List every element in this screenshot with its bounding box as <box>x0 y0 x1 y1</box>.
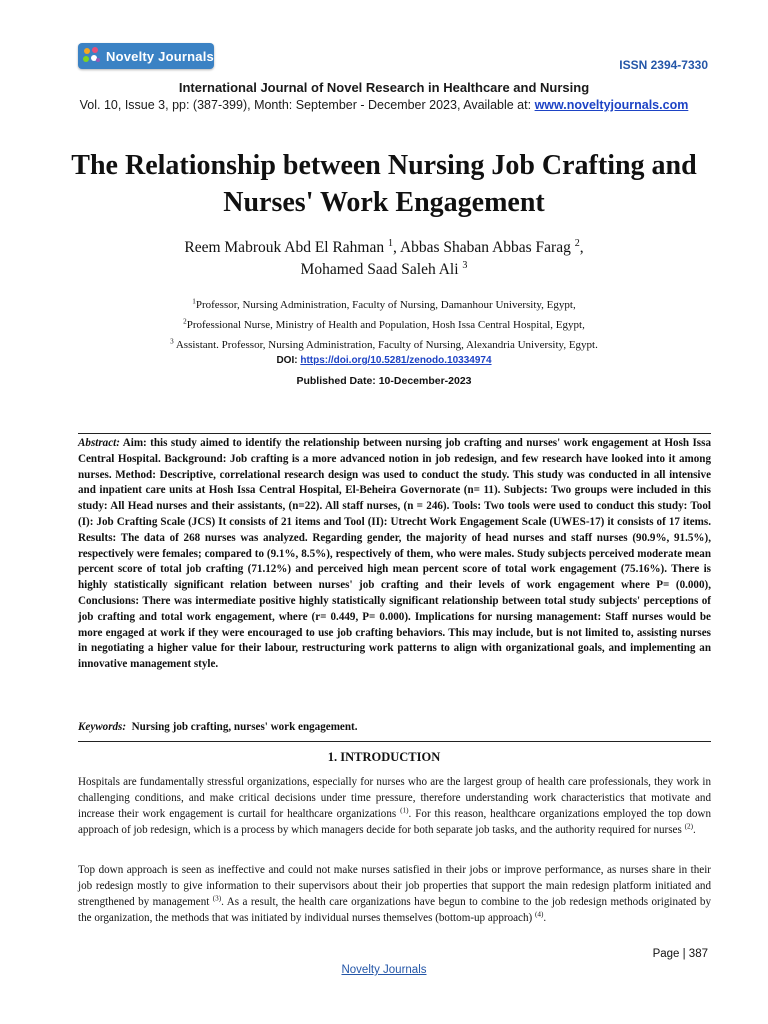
keywords-label: Keywords: <box>78 721 127 733</box>
affiliation-item <box>60 295 708 315</box>
affiliation-item <box>60 315 708 335</box>
author-affil-sup: 2 <box>574 237 580 249</box>
author-name: Abbas Shaban Abbas Farag <box>399 239 571 256</box>
volume-line <box>0 98 768 112</box>
author-name: Reem Mabrouk Abd El Rahman <box>184 239 385 256</box>
intro-paragraph-2 <box>78 862 711 926</box>
affiliation-text: Assistant. Professor, Nursing Administration, Faculty of Nursing, Alexandria University, Egypt. <box>173 339 598 351</box>
citation-ref: (1) <box>400 806 409 815</box>
paragraph-text: . <box>543 912 547 924</box>
author-affil-sup: 1 <box>388 237 394 249</box>
abstract-block <box>78 436 711 673</box>
logo-dots-icon <box>82 46 102 66</box>
author-affil-sup: 3 <box>462 259 468 271</box>
keywords-text: Nursing job crafting, nurses' work engagement. <box>131 721 358 733</box>
published-date: Published Date: 10-December-2023 <box>296 375 472 387</box>
citation-ref: (2) <box>684 822 693 831</box>
author-separator: , <box>579 239 584 256</box>
article-title: The Relationship between Nursing Job Crafting and Nurses' Work Engagement <box>71 150 697 218</box>
volume-text: Vol. 10, Issue 3, pp: (387-399), Month: September - December 2023, Available at: <box>79 98 532 112</box>
keywords-line <box>78 720 711 735</box>
affiliation-item <box>60 335 708 355</box>
intro-paragraph-1 <box>78 774 711 838</box>
issn-number: ISSN 2394-7330 <box>619 58 708 72</box>
doi-line <box>0 355 768 366</box>
author-list <box>60 237 708 281</box>
paragraph-text: . <box>692 824 696 836</box>
page-number: Page | 387 <box>652 948 708 960</box>
citation-ref: (4) <box>535 910 544 919</box>
logo-text: Novelty Journals <box>106 48 214 64</box>
author-name: Mohamed Saad Saleh Ali <box>300 261 459 278</box>
journal-url-link[interactable]: www.noveltyjournals.com <box>534 98 689 112</box>
publisher-logo[interactable] <box>78 43 214 69</box>
affiliation-text: Professor, Nursing Administration, Faculty of Nursing, Damanhour University, Egypt, <box>195 299 576 311</box>
affiliation-text: Professional Nurse, Ministry of Health and Population, Hosh Issa Central Hospital, Egypt, <box>186 319 585 331</box>
affiliation-sup: 1 <box>192 297 196 306</box>
affiliation-sup: 2 <box>183 317 187 326</box>
affiliation-sup: 3 <box>170 337 174 346</box>
paragraph-text: Hospitals are fundamentally stressful organizations, especially for nurses who are the largest group of health care professionals, they work in challenging conditions, and make critical decisions under time pressure, therefore understanding work characteristics that motivate and increase their work engagement is curtail for healthcare organizations <box>78 776 711 820</box>
doi-link[interactable]: https://doi.org/10.5281/zenodo.10334974 <box>300 355 492 366</box>
paragraph-text: Top down approach is seen as ineffective and could not make nurses satisfied in their jobs or improve performance, as nurses share in their job redesign mostly to give information to their supervisors about their job properties that support the main redesign platform initiated and strengthened by management <box>78 864 711 908</box>
footer-publisher-link[interactable]: Novelty Journals <box>341 964 427 976</box>
paragraph-text: . For this reason, healthcare organizations employed the top down approach of job redesign, which is a process by which managers decide for both separate job tasks, and the authority required for nurses <box>78 808 711 836</box>
section-heading: 1. INTRODUCTION <box>327 750 441 764</box>
doi-label: DOI: <box>276 355 298 366</box>
journal-name: International Journal of Novel Research in Healthcare and Nursing <box>178 80 590 95</box>
abstract-text: Aim: this study aimed to identify the relationship between nursing job crafting and nurses' work engagement at Hosh Issa Central Hospital. Background: Job crafting is a more advanced notion in job redesign, and few research have looked into it among nurses. Method: Descriptive, correlational research design was used to conduct the study. This study was conducted in all intensive and inpatient care units at Hosh Issa Central Hospital, El-Beheira Governorate (n= 11). Subjects: Two groups were included in this study: All Head nurses and their assistants, (n=22). All staff nurses, (n = 246). Tools: Two tools were used to conduct this study: Tool (I): Job Crafting Scale (JCS) It consists of 21 items and Tool (II): Utrecht Work Engagement Scale (UWES-17) it consists of 17 items. Results: The data of 268 nurses was analyzed. Regarding gender, the majority of head nurses and staff nurses (90.9%, 91.5%), respectively were females; compared to (9.1%, 8.5%), respectively of them, who were males. Study subjects perceived moderate mean percent score of total job crafting (71.12%) and perceived high mean percent score of total work engagement (75.16%). There is highly statistically significant relation between nurses' job crafting and their levels of work engagement where P= (0.000), Conclusions: There was intermediate positive highly statistically significant relationship between total study subjects' perceptions of job crafting and total work engagement, where (r= 0.449, P= 0.000). Implications for nursing management: Staff nurses would be more engaged at work if they were encouraged to use job crafting behaviors. This may include, but is not limited to, assisting nurses in negotiating a higher value for their labour, restructuring work patterns to align with organizational goals, and implementing an innovative management style. <box>78 437 711 671</box>
paragraph-text: . As a result, the health care organizations have begun to combine to the job redesign methods originated by the organization, the methods that was initiated by individual nurses themselves (bottom-up approach) <box>78 896 711 924</box>
affiliation-list <box>60 295 708 355</box>
abstract-label: Abstract: <box>78 437 120 449</box>
abstract-bottom-rule <box>78 741 711 742</box>
abstract-top-rule <box>78 433 711 434</box>
citation-ref: (3) <box>212 894 222 903</box>
author-separator: , <box>393 239 400 256</box>
